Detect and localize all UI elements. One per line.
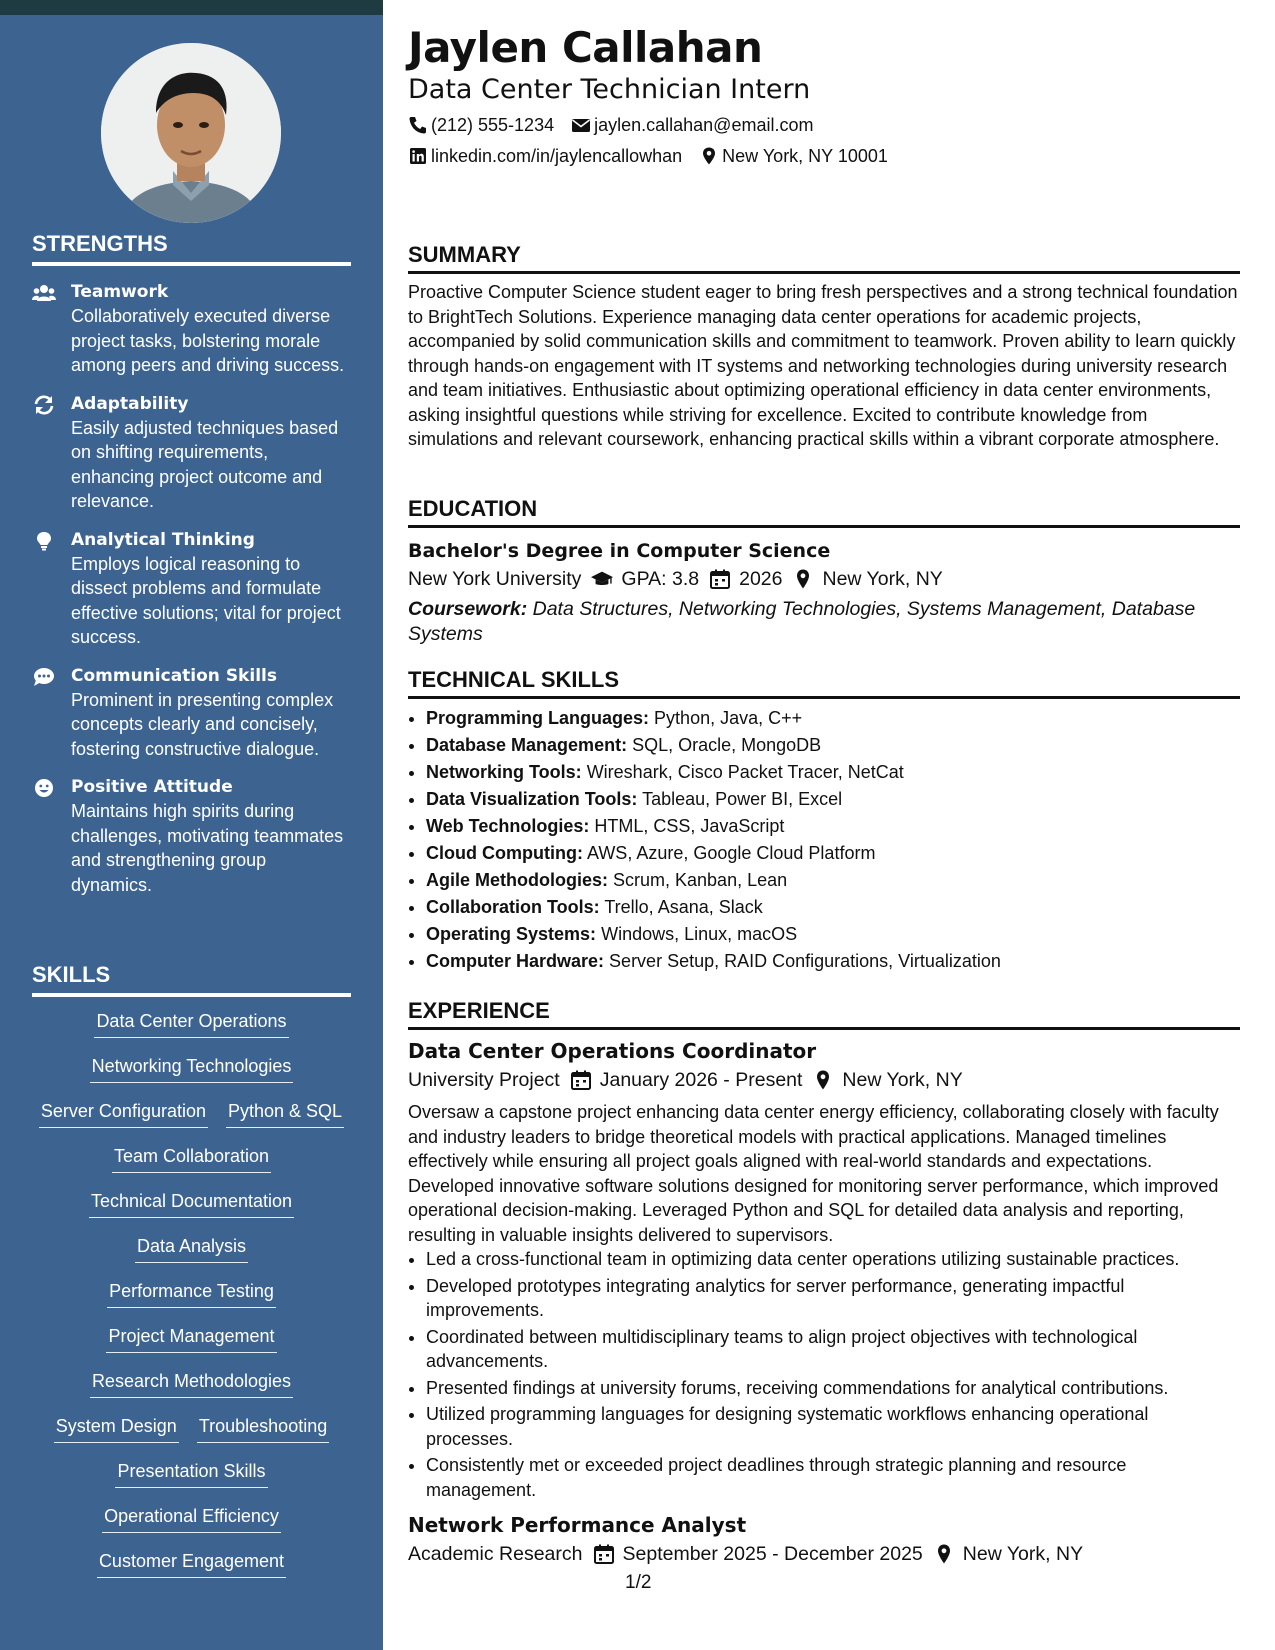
job-bullets (408, 1247, 1240, 1502)
summary-section (408, 241, 1240, 452)
strength-title: Adaptability (71, 393, 189, 414)
map-pin-icon (933, 1544, 955, 1564)
strength-item (32, 528, 351, 650)
coursework-line (408, 597, 1240, 646)
skill-category: Web Technologies: (426, 816, 590, 836)
skill-category: Database Management: (426, 735, 628, 755)
list-item: • Led a cross-functional team in optimizing data center operations utilizing sustainable practices. (426, 1247, 1240, 1272)
candidate-name: Jaylen Callahan (408, 23, 763, 72)
coursework-list: Data Structures, Networking Technologies, Systems Management, Database Systems (408, 598, 1196, 645)
skill-values: Trello, Asana, Slack (604, 897, 763, 917)
list-item (426, 948, 1240, 975)
skill-values: AWS, Azure, Google Cloud Platform (586, 843, 876, 863)
skill-category: Data Visualization Tools: (426, 789, 638, 809)
linkedin-icon (408, 147, 428, 165)
technical-skills-section (408, 666, 1240, 975)
skill-values: Windows, Linux, macOS (601, 924, 798, 944)
strength-description: Collaboratively executed diverse project tasks, bolstering morale among peers and driving success. (71, 306, 345, 375)
job-organization: Academic Research (408, 1543, 583, 1565)
strengths-heading: STRENGTHS (32, 231, 351, 266)
job-title: Data Center Operations Coordinator (408, 1039, 817, 1063)
contact-row-2 (408, 144, 888, 168)
list-item: • Utilized programming languages for designing systematic workflows enhancing operational processes. (426, 1402, 1240, 1451)
skill-tag: Presentation Skills (115, 1459, 267, 1488)
skill-tag: Project Management (106, 1324, 276, 1353)
list-item (426, 705, 1240, 732)
strength-item (32, 775, 351, 897)
contact-row-1 (408, 113, 813, 137)
list-item: • Consistently met or exceeded project deadlines through strategic planning and resource management. (426, 1453, 1240, 1502)
coursework-label: Coursework: (408, 598, 528, 620)
list-item (426, 921, 1240, 948)
strength-description: Prominent in presenting complex concepts clearly and concisely, fostering constructive dialogue. (71, 689, 334, 759)
experience-section (408, 997, 1240, 1568)
phone-number[interactable]: (212) 555-1234 (431, 115, 555, 135)
skill-category: Agile Methodologies: (426, 870, 608, 890)
calendar-icon (593, 1544, 615, 1564)
job-meta (408, 1540, 1240, 1568)
school-name: New York University (408, 568, 582, 590)
skill-tag: Networking Technologies (90, 1054, 294, 1083)
skill-tag: Operational Efficiency (102, 1504, 281, 1533)
strength-title: Communication Skills (71, 665, 277, 686)
map-pin-icon (792, 569, 814, 589)
envelope-icon (571, 116, 591, 134)
skill-values: Wireshark, Cisco Packet Tracer, NetCat (586, 762, 904, 782)
education-location: New York, NY (822, 568, 943, 590)
list-item (426, 813, 1240, 840)
skill-category: Collaboration Tools: (426, 897, 600, 917)
technical-skills-heading: TECHNICAL SKILLS (408, 666, 1240, 699)
summary-heading: SUMMARY (408, 241, 1240, 274)
strength-description: Easily adjusted techniques based on shifting requirements, enhancing project outcome and relevance. (71, 417, 339, 511)
skill-values: Python, Java, C++ (654, 708, 803, 728)
skill-values: Server Setup, RAID Configurations, Virtualization (609, 951, 1001, 971)
map-pin-icon (812, 1070, 834, 1090)
job-meta (408, 1066, 1240, 1094)
person-portrait-icon (101, 43, 281, 223)
skill-tag: Technical Documentation (89, 1189, 294, 1218)
chat-icon (32, 667, 56, 687)
skill-tag: Customer Engagement (97, 1549, 286, 1578)
skill-tag: Research Methodologies (90, 1369, 293, 1398)
skill-tag: System Design (54, 1414, 179, 1443)
job-organization: University Project (408, 1069, 560, 1091)
job-location: New York, NY (962, 1543, 1084, 1565)
strength-item (32, 392, 351, 514)
job-dates: January 2026 - Present (599, 1069, 803, 1091)
job-description: Oversaw a capstone project enhancing data center energy efficiency, collaborating closely with faculty and industry leaders to bridge theoretical models with practical applications. Managed timelines effectively while ensuring all project goals aligned with real-world standards and expectations. Developed innovative software solutions designed for monitoring server performance, which improved operational decision-making. Leveraged Python and SQL for detailed data analysis and reporting, resulting in valuable insights delivered to supervisors. (408, 1102, 1219, 1245)
strength-title: Analytical Thinking (71, 529, 255, 550)
calendar-icon (709, 569, 731, 589)
job-location: New York, NY (842, 1069, 963, 1091)
page-number: 1/2 (625, 1572, 652, 1593)
skill-category: Cloud Computing: (426, 843, 583, 863)
skill-tag: Data Analysis (135, 1234, 248, 1263)
lightbulb-icon (32, 531, 56, 551)
smile-icon (32, 778, 56, 798)
skill-category: Computer Hardware: (426, 951, 605, 971)
job-title: Network Performance Analyst (408, 1513, 747, 1537)
strength-description: Maintains high spirits during challenges, motivating teammates and strengthening group dynamics. (71, 801, 344, 895)
strength-title: Positive Attitude (71, 777, 233, 797)
skills-section (32, 962, 351, 1594)
education-section (408, 495, 1240, 646)
skill-tag: Team Collaboration (112, 1144, 271, 1173)
strength-item (32, 664, 351, 762)
strength-description: Employs logical reasoning to dissect problems and formulate effective solutions; vital for project success. (71, 553, 341, 647)
list-item: • Developed prototypes integrating analytics for server performance, generating impactful improvements. (426, 1274, 1240, 1323)
list-item: • Presented findings at university forums, receiving commendations for analytical contributions. (426, 1376, 1240, 1401)
skill-values: SQL, Oracle, MongoDB (632, 735, 822, 755)
strengths-section (32, 231, 351, 897)
list-item (426, 732, 1240, 759)
graduation-cap-icon (591, 569, 613, 589)
linkedin-link[interactable]: linkedin.com/in/jaylencallowhan (431, 146, 683, 166)
users-icon (32, 283, 56, 303)
education-meta (408, 565, 1240, 593)
profile-photo (101, 43, 281, 223)
list-item (426, 786, 1240, 813)
sidebar (0, 15, 383, 1650)
location-text: New York, NY 10001 (722, 146, 888, 166)
gpa-text: GPA: 3.8 (621, 568, 700, 590)
skill-category: Networking Tools: (426, 762, 582, 782)
skill-values: HTML, CSS, JavaScript (594, 816, 785, 836)
phone-icon (408, 116, 428, 134)
skill-tag: Python & SQL (226, 1099, 344, 1128)
skill-category: Programming Languages: (426, 708, 650, 728)
strength-title: Teamwork (71, 282, 169, 302)
skill-tag: Data Center Operations (94, 1009, 288, 1038)
candidate-role: Data Center Technician Intern (408, 74, 811, 105)
top-accent-bar (0, 0, 383, 15)
list-item (426, 840, 1240, 867)
technical-skills-list (408, 705, 1240, 975)
job-dates: September 2025 - December 2025 (622, 1543, 923, 1565)
skills-heading: SKILLS (32, 962, 351, 997)
map-pin-icon (699, 147, 719, 165)
skill-values: Tableau, Power BI, Excel (642, 789, 843, 809)
list-item (426, 759, 1240, 786)
list-item (426, 894, 1240, 921)
graduation-year: 2026 (739, 568, 783, 590)
strength-item (32, 280, 351, 378)
sync-icon (32, 395, 56, 415)
skills-list (32, 1009, 351, 1594)
list-item (426, 867, 1240, 894)
skill-tag: Server Configuration (39, 1099, 208, 1128)
email-link[interactable]: jaylen.callahan@email.com (594, 115, 814, 135)
calendar-icon (570, 1070, 592, 1090)
experience-heading: EXPERIENCE (408, 997, 1240, 1030)
degree-title: Bachelor's Degree in Computer Science (408, 540, 831, 562)
skill-category: Operating Systems: (426, 924, 597, 944)
skill-tag: Performance Testing (107, 1279, 276, 1308)
skill-values: Scrum, Kanban, Lean (613, 870, 788, 890)
list-item: • Coordinated between multidisciplinary teams to align project objectives with technological advancements. (426, 1325, 1240, 1374)
education-heading: EDUCATION (408, 495, 1240, 528)
skill-tag: Troubleshooting (197, 1414, 329, 1443)
summary-text: Proactive Computer Science student eager to bring fresh perspectives and a strong technical foundation to BrightTech Solutions. Experience managing data center operations for academic projects, accompanied by solid communication skills and commitment to teamwork. Proven ability to learn quickly through hands-on engagement with IT systems and networking technologies during university research and team initiatives. Enthusiastic about optimizing operational efficiency in data center environments, asking insightful questions while striving for excellence. Excited to contribute knowledge from simulations and relevant coursework, enhancing practical skills within a vibrant corporate atmosphere. (408, 282, 1238, 449)
